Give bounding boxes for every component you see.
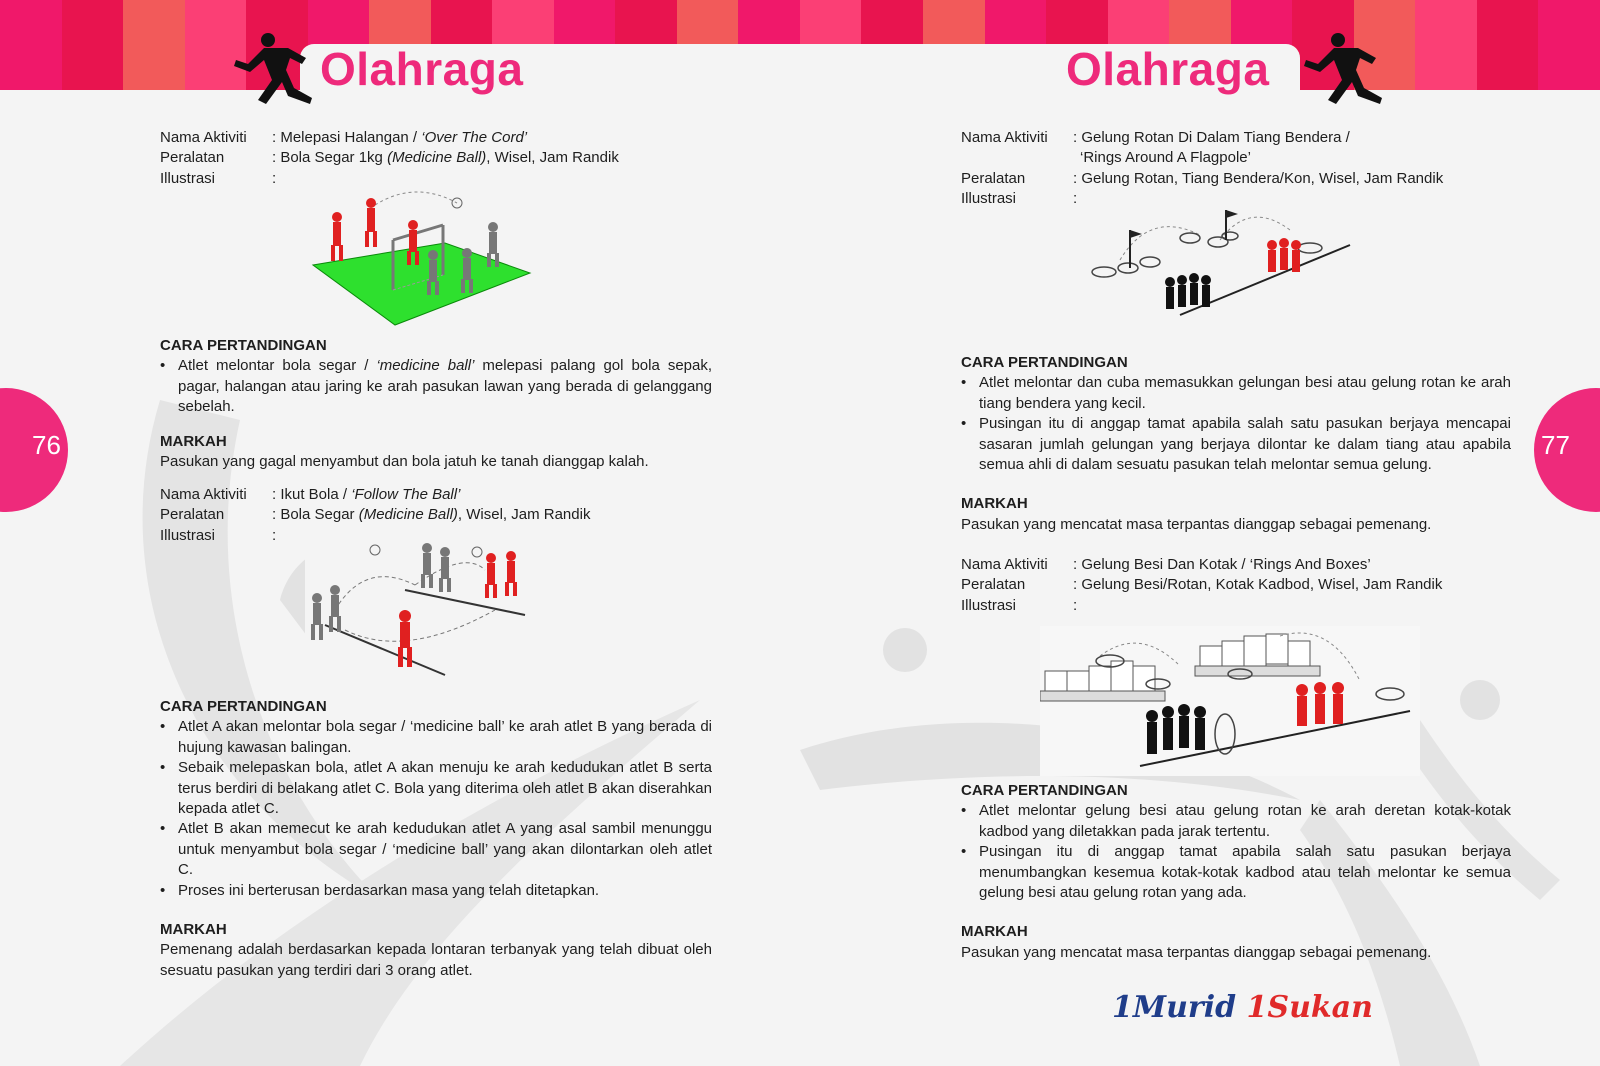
label: Illustrasi [160,169,216,187]
label: Nama Aktiviti [961,129,1048,146]
label: Nama Aktiviti [160,486,247,503]
section-heading: MARKAH [961,923,1028,941]
markah-text: Pasukan yang mencatat masa terpantas dianggap sebagai pemenang. [961,515,1432,533]
label: Nama Aktiviti [961,556,1048,573]
rules-list [961,373,1511,475]
page-number-right: 77 [1541,430,1570,460]
value: : Gelung Besi Dan Kotak / ‘Rings And Boxes’ [1073,556,1371,573]
label: Illustrasi [961,596,1017,614]
rules-list [160,717,712,901]
list-item: • Sebaik melepaskan bola, atlet A akan menuju ke arah kedudukan atlet B serta terus berdiri di belakang atlet C. Bola yang diterima oleh atlet B akan diserahkan kepada atlet C. [160,758,712,819]
value: : Gelung Besi/Rotan, Kotak Kadbod, Wisel, Jam Randik [1073,576,1443,594]
left-activity1-meta [160,128,720,189]
label: Peralatan [961,576,1026,594]
value: : Gelung Rotan Di Dalam Tiang Bendera / [1073,129,1350,146]
value: , Wisel, Jam Randik [486,149,619,167]
label: Illustrasi [160,526,216,544]
right-activity2-meta [961,555,1521,616]
markah-text: Pasukan yang mencatat masa terpantas dianggap sebagai pemenang. [961,943,1432,961]
page-title-left: Olahraga [320,43,524,95]
illustration-rings-and-boxes [1040,626,1420,776]
markah-text: Pasukan yang gagal menyambut dan bola jatuh ke tanah dianggap kalah. [160,453,649,471]
markah-text: Pemenang adalah berdasarkan kepada lontaran terbanyak yang telah dibuat oleh sesuatu pasukan yang terdiri dari 3 orang atlet. [160,941,712,979]
list-item: • Atlet melontar dan cuba memasukkan gelungan besi atau gelung rotan ke arah tiang bendera yang kecil. [961,373,1511,414]
left-activity2-meta [160,485,720,546]
label: Peralatan [961,169,1026,187]
right-activity1-meta [961,128,1521,210]
value: : Melepasi Halangan / [272,129,422,146]
brand-logo: 1Murid 1Sukan [1112,990,1373,1025]
rules-list [961,801,1511,903]
section-heading: MARKAH [160,432,227,450]
section-heading: CARA PERTANDINGAN [961,782,1128,799]
label: Peralatan [160,149,225,167]
list-item: • Atlet A akan melontar bola segar / ‘medicine ball’ ke arah atlet B yang berada di hujung kawasan balingan. [160,717,712,758]
value: : Bola Segar [272,506,359,524]
value: ‘Rings Around A Flagpole’ [1080,149,1251,167]
section-heading: CARA PERTANDINGAN [160,337,327,354]
runner-icon [228,30,318,110]
section-heading: CARA PERTANDINGAN [160,698,327,715]
runner-icon [1298,30,1388,110]
section-heading: MARKAH [160,921,227,939]
list-item: • Atlet B akan memecut ke arah kedudukan atlet A yang asal sambil menunggu untuk menyambut bola segar / ‘medicine ball’ yang akan dilontarkan oleh atlet C. [160,819,712,880]
value: : [1073,596,1078,614]
label: Illustrasi [961,190,1017,208]
list-item: • Proses ini berterusan berdasarkan masa yang telah ditetapkan. [160,881,712,901]
list-item: • Pusingan itu di anggap tamat apabila salah satu pasukan berjaya menumbangkan kesemua kotak-kotak kadbod atau telah melontar ke semua gelung besi atau gelung rotan yang ada. [961,842,1511,903]
right-activity1-body [961,353,1511,535]
value: : [1073,190,1078,208]
left-activity1-body [160,336,712,472]
section-heading: MARKAH [961,495,1028,513]
value-italic: ‘Follow The Ball’ [351,486,461,503]
illustration-over-the-cord [305,185,545,335]
value-italic: (Medicine Ball) [387,149,487,167]
list-item: • Atlet melontar gelung besi atau gelung rotan ke arah deretan kotak-kotak kadbod yang diletakkan pada jarak tertentu. [961,801,1511,842]
page-number-left: 76 [32,430,61,460]
section-heading: CARA PERTANDINGAN [961,354,1128,371]
value: : Gelung Rotan, Tiang Bendera/Kon, Wisel, Jam Randik [1073,169,1444,187]
value: : Bola Segar 1kg [272,149,388,167]
illustration-follow-the-ball [305,540,545,690]
value: : Ikut Bola / [272,486,352,503]
rules-list [160,356,712,417]
label: Peralatan [160,506,225,524]
value-italic: (Medicine Ball) [358,506,458,524]
value: : [272,526,277,544]
page-title-right: Olahraga [1066,43,1270,95]
value: , Wisel, Jam Randik [457,506,591,524]
value-italic: ‘Over The Cord’ [421,129,528,146]
right-activity2-body [961,781,1511,963]
value: : [272,169,277,187]
left-activity2-body [160,697,712,981]
illustration-rings-flagpole [1090,210,1360,340]
list-item: • Atlet melontar bola segar / ‘medicine ball’ melepasi palang gol bola sepak, pagar, halangan atau jaring ke arah pasukan lawan yang berada di gelanggang sebelah. [160,356,712,417]
label: Nama Aktiviti [160,129,247,146]
list-item: • Pusingan itu di anggap tamat apabila salah satu pasukan berjaya mencapai sasaran jumlah gelungan yang berjaya dilontar ke dalam tiang atau apabila semua ahli di dalam sesuatu pasukan telah melontar semua gelung. [961,414,1511,475]
